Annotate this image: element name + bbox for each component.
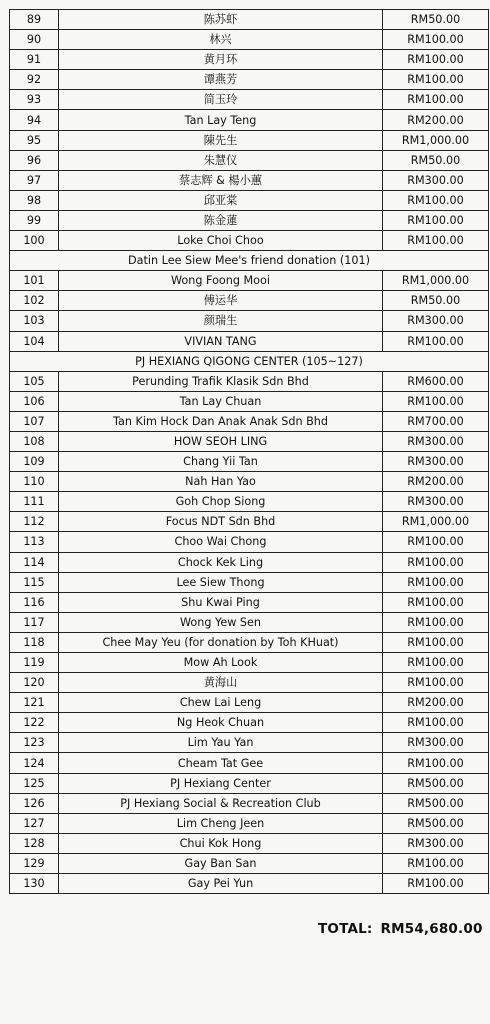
table-row bbox=[10, 190, 489, 210]
donor-name: Chock Kek Ling bbox=[59, 552, 383, 572]
row-number: 122 bbox=[10, 713, 59, 733]
row-number: 100 bbox=[10, 231, 59, 251]
donation-amount: RM100.00 bbox=[383, 753, 489, 773]
total-line bbox=[318, 921, 483, 937]
donation-amount: RM500.00 bbox=[383, 813, 489, 833]
donation-amount: RM50.00 bbox=[383, 10, 489, 30]
donation-amount: RM100.00 bbox=[383, 673, 489, 693]
row-number: 91 bbox=[10, 50, 59, 70]
donation-amount: RM100.00 bbox=[383, 572, 489, 592]
donation-amount: RM100.00 bbox=[383, 391, 489, 411]
table-row bbox=[10, 210, 489, 230]
table-row bbox=[10, 833, 489, 853]
donation-amount: RM100.00 bbox=[383, 713, 489, 733]
donation-amount: RM300.00 bbox=[383, 452, 489, 472]
row-number: 116 bbox=[10, 592, 59, 612]
donor-name: Lim Yau Yan bbox=[59, 733, 383, 753]
row-number: 121 bbox=[10, 693, 59, 713]
table-row bbox=[10, 532, 489, 552]
row-number: 103 bbox=[10, 311, 59, 331]
donor-name: 陈苏虾 bbox=[59, 10, 383, 30]
table-row bbox=[10, 10, 489, 30]
donor-name: 黄月环 bbox=[59, 50, 383, 70]
donation-amount: RM100.00 bbox=[383, 653, 489, 673]
donation-amount: RM100.00 bbox=[383, 632, 489, 652]
donation-amount: RM200.00 bbox=[383, 110, 489, 130]
row-number: 89 bbox=[10, 10, 59, 30]
donor-name: Gay Ban San bbox=[59, 853, 383, 873]
row-number: 130 bbox=[10, 874, 59, 894]
table-row bbox=[10, 110, 489, 130]
table-row bbox=[10, 70, 489, 90]
table-row bbox=[10, 512, 489, 532]
row-number: 118 bbox=[10, 632, 59, 652]
table-row bbox=[10, 431, 489, 451]
donation-amount: RM100.00 bbox=[383, 853, 489, 873]
donor-name: 林兴 bbox=[59, 30, 383, 50]
donor-name: 谭燕芳 bbox=[59, 70, 383, 90]
donor-name: Shu Kwai Ping bbox=[59, 592, 383, 612]
donation-amount: RM100.00 bbox=[383, 612, 489, 632]
donation-amount: RM100.00 bbox=[383, 210, 489, 230]
row-number: 108 bbox=[10, 431, 59, 451]
row-number: 115 bbox=[10, 572, 59, 592]
row-number: 97 bbox=[10, 170, 59, 190]
donation-amount: RM100.00 bbox=[383, 552, 489, 572]
donation-amount: RM300.00 bbox=[383, 733, 489, 753]
donation-amount: RM500.00 bbox=[383, 773, 489, 793]
donor-name: Choo Wai Chong bbox=[59, 532, 383, 552]
row-number: 114 bbox=[10, 552, 59, 572]
table-row bbox=[10, 231, 489, 251]
donor-name: 邱亚棠 bbox=[59, 190, 383, 210]
donation-amount: RM1,000.00 bbox=[383, 130, 489, 150]
table-row bbox=[10, 592, 489, 612]
row-number: 90 bbox=[10, 30, 59, 50]
table-row bbox=[10, 612, 489, 632]
row-number: 94 bbox=[10, 110, 59, 130]
donation-amount: RM1,000.00 bbox=[383, 512, 489, 532]
table-row bbox=[10, 632, 489, 652]
table-row bbox=[10, 753, 489, 773]
row-number: 127 bbox=[10, 813, 59, 833]
donor-name: Gay Pei Yun bbox=[59, 874, 383, 894]
donation-amount: RM100.00 bbox=[383, 50, 489, 70]
donor-name: 黄海山 bbox=[59, 673, 383, 693]
total-value: RM54,680.00 bbox=[380, 921, 483, 937]
table-row bbox=[10, 371, 489, 391]
section-header-row bbox=[10, 351, 489, 371]
donor-name: Mow Ah Look bbox=[59, 653, 383, 673]
donor-name: Chee May Yeu (for donation by Toh KHuat) bbox=[59, 632, 383, 652]
table-row bbox=[10, 50, 489, 70]
table-row bbox=[10, 713, 489, 733]
row-number: 124 bbox=[10, 753, 59, 773]
row-number: 99 bbox=[10, 210, 59, 230]
section-title: PJ HEXIANG QIGONG CENTER (105~127) bbox=[10, 351, 489, 371]
table-row bbox=[10, 733, 489, 753]
donation-amount: RM100.00 bbox=[383, 90, 489, 110]
donation-amount: RM100.00 bbox=[383, 874, 489, 894]
donation-table-body bbox=[10, 10, 489, 894]
donor-name: Cheam Tat Gee bbox=[59, 753, 383, 773]
table-row bbox=[10, 813, 489, 833]
table-row bbox=[10, 291, 489, 311]
donor-name: Chew Lai Leng bbox=[59, 693, 383, 713]
table-row bbox=[10, 311, 489, 331]
section-header-row bbox=[10, 251, 489, 271]
table-row bbox=[10, 653, 489, 673]
donor-name: Wong Foong Mooi bbox=[59, 271, 383, 291]
donor-name: Wong Yew Sen bbox=[59, 612, 383, 632]
table-row bbox=[10, 411, 489, 431]
table-row bbox=[10, 271, 489, 291]
donor-name: Loke Choi Choo bbox=[59, 231, 383, 251]
row-number: 117 bbox=[10, 612, 59, 632]
donation-amount: RM300.00 bbox=[383, 431, 489, 451]
donation-amount: RM50.00 bbox=[383, 150, 489, 170]
table-row bbox=[10, 170, 489, 190]
donor-name: 傅运华 bbox=[59, 291, 383, 311]
row-number: 92 bbox=[10, 70, 59, 90]
donation-amount: RM100.00 bbox=[383, 231, 489, 251]
row-number: 110 bbox=[10, 472, 59, 492]
donation-amount: RM50.00 bbox=[383, 291, 489, 311]
row-number: 128 bbox=[10, 833, 59, 853]
table-row bbox=[10, 90, 489, 110]
total-label: TOTAL: bbox=[318, 921, 373, 937]
section-title: Datin Lee Siew Mee's friend donation (101) bbox=[10, 251, 489, 271]
donation-amount: RM200.00 bbox=[383, 693, 489, 713]
donation-amount: RM100.00 bbox=[383, 30, 489, 50]
donor-name: Ng Heok Chuan bbox=[59, 713, 383, 733]
table-row bbox=[10, 552, 489, 572]
donor-name: 简玉玲 bbox=[59, 90, 383, 110]
row-number: 113 bbox=[10, 532, 59, 552]
donor-name: 陈金蓮 bbox=[59, 210, 383, 230]
row-number: 109 bbox=[10, 452, 59, 472]
donor-name: Nah Han Yao bbox=[59, 472, 383, 492]
table-row bbox=[10, 572, 489, 592]
table-row bbox=[10, 693, 489, 713]
donor-name: Goh Chop Siong bbox=[59, 492, 383, 512]
row-number: 126 bbox=[10, 793, 59, 813]
donor-name: PJ Hexiang Social & Recreation Club bbox=[59, 793, 383, 813]
donation-amount: RM100.00 bbox=[383, 592, 489, 612]
row-number: 101 bbox=[10, 271, 59, 291]
table-row bbox=[10, 452, 489, 472]
donor-name: Chang Yii Tan bbox=[59, 452, 383, 472]
donor-name: Focus NDT Sdn Bhd bbox=[59, 512, 383, 532]
row-number: 96 bbox=[10, 150, 59, 170]
row-number: 104 bbox=[10, 331, 59, 351]
row-number: 123 bbox=[10, 733, 59, 753]
row-number: 119 bbox=[10, 653, 59, 673]
row-number: 129 bbox=[10, 853, 59, 873]
donor-name: 陳先生 bbox=[59, 130, 383, 150]
row-number: 106 bbox=[10, 391, 59, 411]
donation-amount: RM700.00 bbox=[383, 411, 489, 431]
row-number: 102 bbox=[10, 291, 59, 311]
donor-name: 朱慧仪 bbox=[59, 150, 383, 170]
donor-name: Tan Lay Teng bbox=[59, 110, 383, 130]
donor-name: 颜瑞生 bbox=[59, 311, 383, 331]
donation-amount: RM100.00 bbox=[383, 70, 489, 90]
donor-name: 蔡志辉 & 楊小蕙 bbox=[59, 170, 383, 190]
donation-amount: RM300.00 bbox=[383, 833, 489, 853]
donor-name: PJ Hexiang Center bbox=[59, 773, 383, 793]
donation-amount: RM200.00 bbox=[383, 472, 489, 492]
donation-amount: RM100.00 bbox=[383, 331, 489, 351]
donation-amount: RM500.00 bbox=[383, 793, 489, 813]
donation-amount: RM300.00 bbox=[383, 170, 489, 190]
table-row bbox=[10, 472, 489, 492]
donation-amount: RM100.00 bbox=[383, 532, 489, 552]
table-row bbox=[10, 673, 489, 693]
table-row bbox=[10, 391, 489, 411]
table-row bbox=[10, 130, 489, 150]
table-row bbox=[10, 331, 489, 351]
donor-name: Tan Lay Chuan bbox=[59, 391, 383, 411]
row-number: 112 bbox=[10, 512, 59, 532]
donor-name: Perunding Trafik Klasik Sdn Bhd bbox=[59, 371, 383, 391]
donation-amount: RM100.00 bbox=[383, 190, 489, 210]
table-row bbox=[10, 492, 489, 512]
donation-amount: RM600.00 bbox=[383, 371, 489, 391]
row-number: 120 bbox=[10, 673, 59, 693]
row-number: 111 bbox=[10, 492, 59, 512]
table-row bbox=[10, 30, 489, 50]
table-row bbox=[10, 150, 489, 170]
table-row bbox=[10, 793, 489, 813]
donation-amount: RM300.00 bbox=[383, 311, 489, 331]
table-row bbox=[10, 773, 489, 793]
donor-name: VIVIAN TANG bbox=[59, 331, 383, 351]
donor-name: Lim Cheng Jeen bbox=[59, 813, 383, 833]
row-number: 107 bbox=[10, 411, 59, 431]
donation-table bbox=[9, 9, 489, 894]
donor-name: Chui Kok Hong bbox=[59, 833, 383, 853]
row-number: 95 bbox=[10, 130, 59, 150]
row-number: 93 bbox=[10, 90, 59, 110]
table-row bbox=[10, 874, 489, 894]
donor-name: HOW SEOH LING bbox=[59, 431, 383, 451]
row-number: 125 bbox=[10, 773, 59, 793]
donor-name: Lee Siew Thong bbox=[59, 572, 383, 592]
donation-amount: RM1,000.00 bbox=[383, 271, 489, 291]
donation-amount: RM300.00 bbox=[383, 492, 489, 512]
row-number: 105 bbox=[10, 371, 59, 391]
row-number: 98 bbox=[10, 190, 59, 210]
table-row bbox=[10, 853, 489, 873]
donor-name: Tan Kim Hock Dan Anak Anak Sdn Bhd bbox=[59, 411, 383, 431]
